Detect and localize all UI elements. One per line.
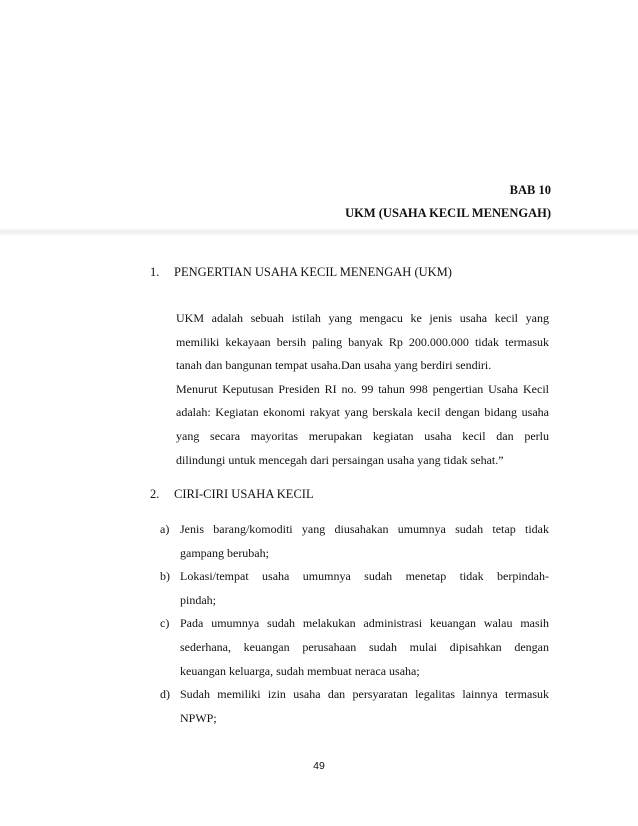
list-item-line: sederhana, keuangan perusahaan sudah mulai dipisahkan dengan — [180, 639, 549, 654]
section-heading-definition — [150, 265, 452, 280]
chapter-label: BAB 10 — [509, 183, 551, 197]
paragraph-line: UKM adalah sebuah istilah yang mengacu ke jenis usaha kecil yang — [176, 311, 549, 325]
paragraph-line: dilindungi untuk mencegah dari persaingan usaha yang tidak sehat.” — [176, 452, 504, 467]
list-item-line: Lokasi/tempat usaha umumnya sudah menetap tidak berpindah- — [180, 569, 549, 584]
paragraph-line: Menurut Keputusan Presiden RI no. 99 tahun 998 pengertian Usaha Kecil — [176, 381, 549, 396]
list-item — [160, 612, 549, 683]
list-item — [160, 518, 549, 565]
list-item-line: Jenis barang/komoditi yang diusahakan umumnya sudah tetap tidak — [180, 522, 549, 536]
paragraph-line: adalah: Kegiatan ekonomi rakyat yang berskala kecil dengan bidang usaha — [176, 405, 549, 420]
section-number: 1. — [150, 265, 160, 279]
list-item-line: gampang berubah; — [180, 545, 269, 560]
definition-paragraph — [176, 307, 549, 472]
list-marker: a) — [160, 522, 170, 536]
list-item-line: keuangan keluarga, sudah membuat neraca usaha; — [180, 663, 420, 678]
header-divider — [0, 228, 638, 236]
section-heading-characteristics — [150, 487, 314, 502]
section-title: CIRI-CIRI USAHA KECIL — [174, 487, 314, 501]
page-number: 49 — [313, 760, 325, 772]
list-item-line: Pada umumnya sudah melakukan administrasi keuangan walau masih — [180, 616, 549, 631]
list-item-line: pindah; — [180, 592, 216, 607]
list-marker: b) — [160, 569, 170, 584]
section-number: 2. — [150, 487, 160, 501]
section-title: PENGERTIAN USAHA KECIL MENENGAH (UKM) — [174, 265, 452, 279]
characteristics-list — [160, 518, 549, 730]
list-item-line: Sudah memiliki izin usaha dan persyaratan legalitas lainnya termasuk — [180, 687, 549, 702]
chapter-title: UKM (USAHA KECIL MENENGAH) — [345, 206, 551, 220]
list-marker: c) — [160, 616, 170, 631]
list-item — [160, 565, 549, 612]
paragraph-line: tanah dan bangunan tempat usaha.Dan usaha yang berdiri sendiri. — [176, 358, 492, 373]
list-marker: d) — [160, 687, 170, 702]
paragraph-line: memiliki kekayaan bersih paling banyak Rp 200.000.000 tidak termasuk — [176, 334, 549, 349]
list-item-line: NPWP; — [180, 710, 217, 725]
list-item — [160, 683, 549, 730]
paragraph-line: yang secara mayoritas merupakan kegiatan usaha kecil dan perlu — [176, 428, 549, 443]
